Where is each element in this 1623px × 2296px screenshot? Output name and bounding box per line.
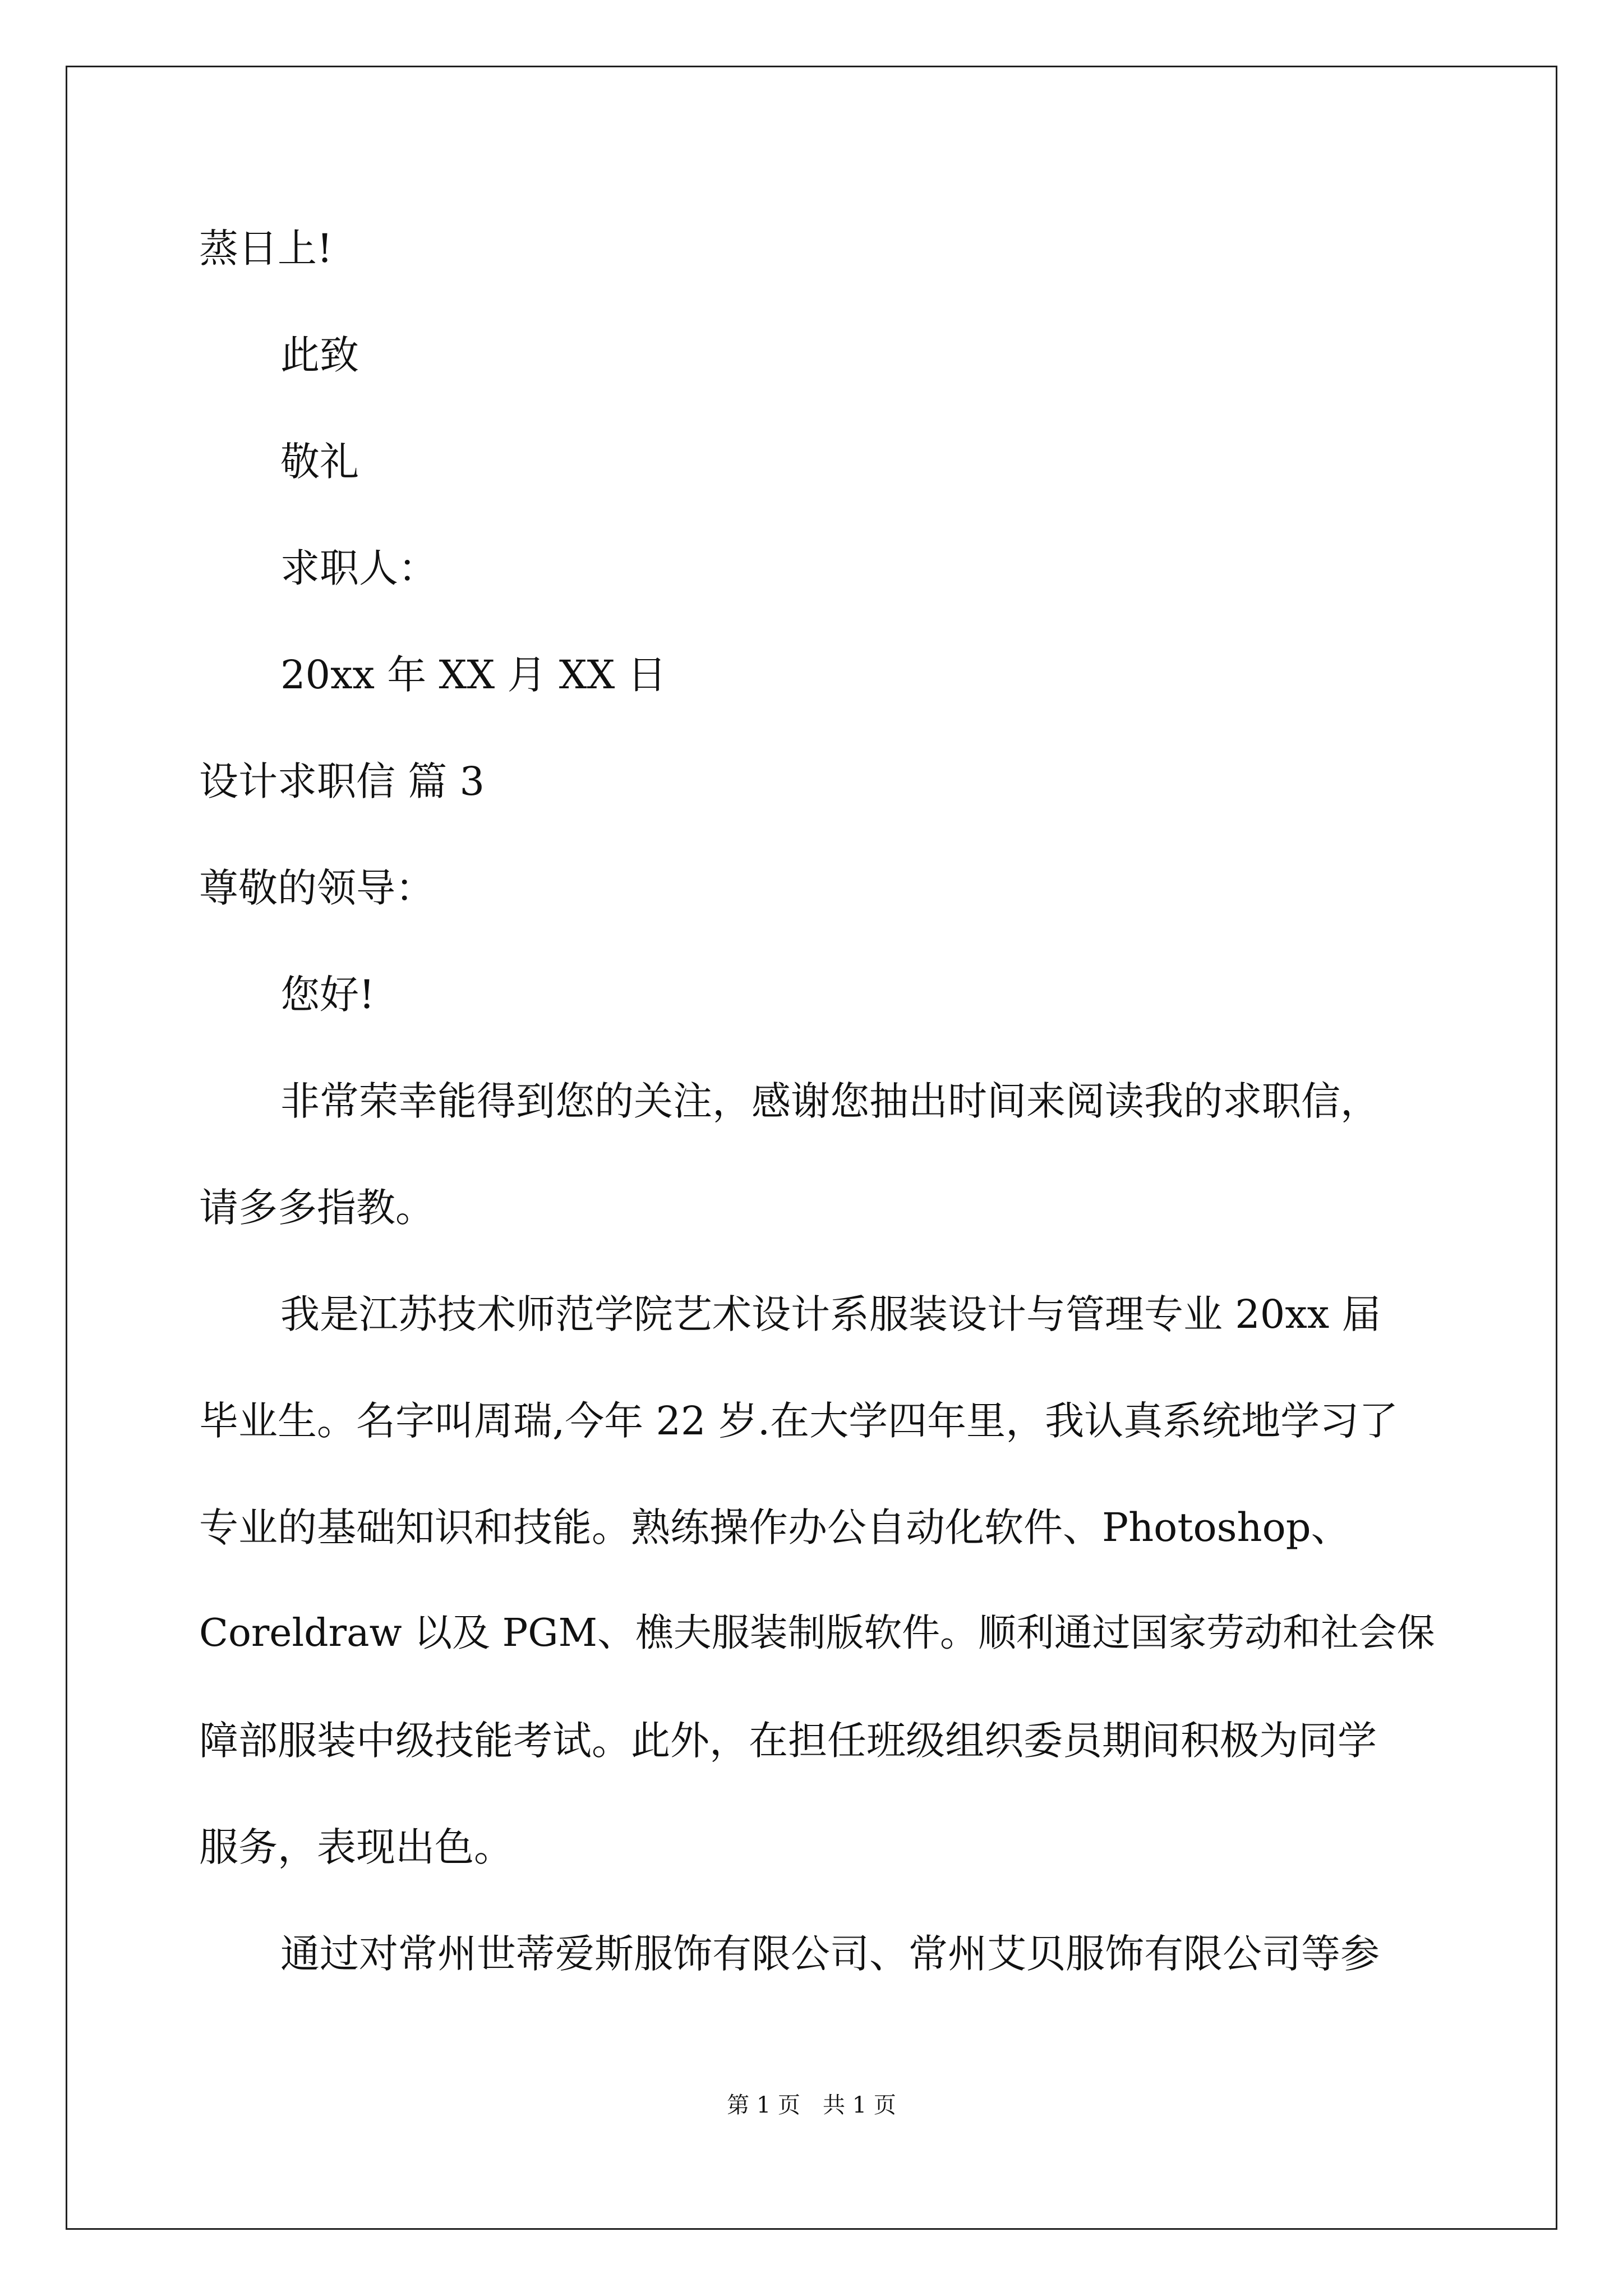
page-border [66,66,1557,2230]
text-line: 通过对常州世蒂爱斯服饰有限公司、常州艾贝服饰有限公司等参 [280,1931,1380,1977]
text-line: 此致 [280,332,359,378]
text-line: 毕业生。名字叫周瑞,今年 22 岁.在大学四年里，我认真系统地学习了 [199,1398,1399,1444]
page-footer: 第 1 页 共 1 页 [727,2092,896,2118]
text-line: 服务，表现出色。 [199,1824,513,1870]
text-line: Coreldraw 以及 PGM、樵夫服装制版软件。顺利通过国家劳动和社会保 [199,1611,1435,1655]
text-line: 专业的基础知识和技能。熟练操作办公自动化软件、Photoshop、 [199,1504,1350,1550]
text-line: 我是江苏技术师范学院艺术设计系服装设计与管理专业 20xx 届 [280,1291,1381,1337]
text-line: 障部服装中级技能考试。此外，在担任班级组织委员期间积极为同学 [199,1718,1377,1764]
text-line: 蒸日上! [199,226,333,272]
date-line: 20xx 年 XX 月 XX 日 [280,652,667,698]
section-heading: 设计求职信 篇 3 [199,758,485,804]
text-line: 求职人： [280,545,437,591]
text-line: 敬礼 [280,439,359,485]
text-line: 请多多指教。 [199,1185,435,1231]
salutation: 尊敬的领导： [199,865,435,911]
text-line: 非常荣幸能得到您的关注，感谢您抽出时间来阅读我的求职信， [280,1078,1380,1124]
text-line: 您好! [280,972,375,1018]
